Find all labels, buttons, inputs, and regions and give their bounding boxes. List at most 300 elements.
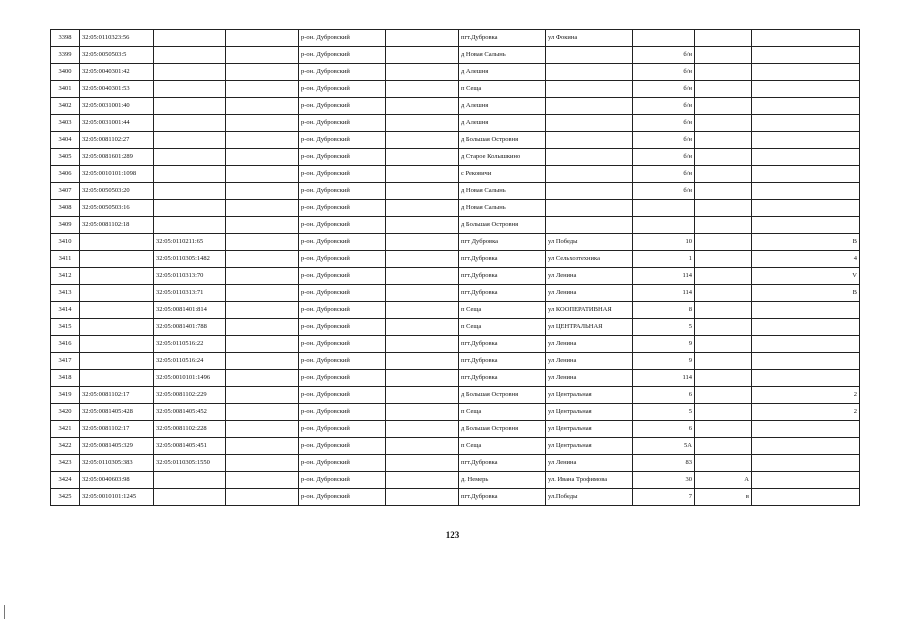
cadastral-number-cell <box>80 251 154 268</box>
extra-cell <box>752 64 860 81</box>
settlement-cell: п Сеща <box>459 302 546 319</box>
table-row <box>51 234 860 251</box>
region-cell: р-он. Дубровский <box>299 251 386 268</box>
letter-cell <box>695 404 752 421</box>
house-number-cell: 6 <box>633 387 695 404</box>
new-cadastral-number-cell <box>154 183 226 200</box>
region-cell: р-он. Дубровский <box>299 421 386 438</box>
empty-cell <box>226 268 299 285</box>
region-cell: р-он. Дубровский <box>299 217 386 234</box>
row-number-cell: 3412 <box>51 268 80 285</box>
house-number-cell: 9 <box>633 336 695 353</box>
extra-cell <box>752 336 860 353</box>
street-cell <box>546 149 633 166</box>
street-cell <box>546 200 633 217</box>
street-cell <box>546 81 633 98</box>
row-number-cell: 3413 <box>51 285 80 302</box>
cadastral-number-cell: 32:05:0081102:17 <box>80 421 154 438</box>
row-number-cell: 3404 <box>51 132 80 149</box>
scan-edge-mark <box>4 605 5 619</box>
row-number-cell: 3407 <box>51 183 80 200</box>
extra-cell <box>752 183 860 200</box>
cadastral-number-cell: 32:05:0050503:20 <box>80 183 154 200</box>
cadastral-number-cell: 32:05:0050503:16 <box>80 200 154 217</box>
settlement-cell: пгт.Дубровка <box>459 455 546 472</box>
empty-cell <box>386 30 459 47</box>
row-number-cell: 3422 <box>51 438 80 455</box>
empty-cell <box>226 234 299 251</box>
new-cadastral-number-cell: 32:05:0081405:451 <box>154 438 226 455</box>
settlement-cell: д Алешня <box>459 115 546 132</box>
empty-cell <box>226 64 299 81</box>
empty-cell <box>386 98 459 115</box>
empty-cell <box>386 47 459 64</box>
street-cell <box>546 115 633 132</box>
row-number-cell: 3417 <box>51 353 80 370</box>
settlement-cell: пгт.Дубровка <box>459 370 546 387</box>
empty-cell <box>386 353 459 370</box>
table-row <box>51 81 860 98</box>
row-number-cell: 3406 <box>51 166 80 183</box>
letter-cell <box>695 30 752 47</box>
empty-cell <box>226 200 299 217</box>
empty-cell <box>386 149 459 166</box>
new-cadastral-number-cell: 32:05:0110305:1482 <box>154 251 226 268</box>
new-cadastral-number-cell <box>154 489 226 506</box>
street-cell: ул Ленина <box>546 268 633 285</box>
letter-cell <box>695 421 752 438</box>
street-cell: ул. Ивана Трофимова <box>546 472 633 489</box>
row-number-cell: 3416 <box>51 336 80 353</box>
new-cadastral-number-cell: 32:05:0110313:70 <box>154 268 226 285</box>
settlement-cell: пгт Дубровка <box>459 234 546 251</box>
region-cell: р-он. Дубровский <box>299 166 386 183</box>
region-cell: р-он. Дубровский <box>299 319 386 336</box>
region-cell: р-он. Дубровский <box>299 472 386 489</box>
street-cell <box>546 183 633 200</box>
empty-cell <box>386 438 459 455</box>
empty-cell <box>386 370 459 387</box>
new-cadastral-number-cell: 32:05:0081102:228 <box>154 421 226 438</box>
settlement-cell: д Новая Салынь <box>459 183 546 200</box>
extra-cell <box>752 149 860 166</box>
row-number-cell: 3400 <box>51 64 80 81</box>
table-row <box>51 336 860 353</box>
new-cadastral-number-cell <box>154 200 226 217</box>
new-cadastral-number-cell: 32:05:0081102:229 <box>154 387 226 404</box>
row-number-cell: 3410 <box>51 234 80 251</box>
empty-cell <box>386 387 459 404</box>
letter-cell <box>695 81 752 98</box>
table-row <box>51 200 860 217</box>
row-number-cell: 3424 <box>51 472 80 489</box>
cadastral-number-cell <box>80 302 154 319</box>
letter-cell <box>695 200 752 217</box>
empty-cell <box>226 319 299 336</box>
empty-cell <box>226 98 299 115</box>
cadastral-number-cell <box>80 353 154 370</box>
settlement-cell: п Сеща <box>459 404 546 421</box>
new-cadastral-number-cell: 32:05:0081401:788 <box>154 319 226 336</box>
extra-cell <box>752 115 860 132</box>
empty-cell <box>226 404 299 421</box>
new-cadastral-number-cell <box>154 149 226 166</box>
region-cell: р-он. Дубровский <box>299 47 386 64</box>
region-cell: р-он. Дубровский <box>299 132 386 149</box>
empty-cell <box>226 30 299 47</box>
house-number-cell <box>633 217 695 234</box>
house-number-cell: б/н <box>633 98 695 115</box>
table-row <box>51 404 860 421</box>
cadastral-number-cell: 32:05:0081601:289 <box>80 149 154 166</box>
row-number-cell: 3405 <box>51 149 80 166</box>
empty-cell <box>226 336 299 353</box>
extra-cell <box>752 166 860 183</box>
table-row <box>51 472 860 489</box>
house-number-cell: б/н <box>633 115 695 132</box>
cadastral-number-cell <box>80 370 154 387</box>
extra-cell <box>752 47 860 64</box>
new-cadastral-number-cell: 32:05:0081401:814 <box>154 302 226 319</box>
settlement-cell: пгт.Дубровка <box>459 285 546 302</box>
extra-cell: В <box>752 234 860 251</box>
empty-cell <box>386 183 459 200</box>
letter-cell <box>695 455 752 472</box>
region-cell: р-он. Дубровский <box>299 489 386 506</box>
empty-cell <box>386 319 459 336</box>
street-cell <box>546 132 633 149</box>
new-cadastral-number-cell <box>154 115 226 132</box>
empty-cell <box>226 251 299 268</box>
empty-cell <box>386 64 459 81</box>
empty-cell <box>226 149 299 166</box>
settlement-cell: д Новая Салынь <box>459 200 546 217</box>
settlement-cell: пгт.Дубровка <box>459 30 546 47</box>
empty-cell <box>226 47 299 64</box>
row-number-cell: 3419 <box>51 387 80 404</box>
letter-cell <box>695 336 752 353</box>
street-cell: ул Ленина <box>546 336 633 353</box>
settlement-cell: пгт.Дубровка <box>459 251 546 268</box>
street-cell: ул Центральная <box>546 438 633 455</box>
row-number-cell: 3421 <box>51 421 80 438</box>
cadastral-number-cell: 32:05:0110323:56 <box>80 30 154 47</box>
table-row <box>51 421 860 438</box>
empty-cell <box>386 251 459 268</box>
extra-cell: V <box>752 268 860 285</box>
new-cadastral-number-cell <box>154 98 226 115</box>
letter-cell <box>695 183 752 200</box>
empty-cell <box>226 353 299 370</box>
extra-cell: 2 <box>752 404 860 421</box>
region-cell: р-он. Дубровский <box>299 285 386 302</box>
street-cell <box>546 166 633 183</box>
empty-cell <box>226 302 299 319</box>
region-cell: р-он. Дубровский <box>299 30 386 47</box>
region-cell: р-он. Дубровский <box>299 234 386 251</box>
cadastral-number-cell: 32:05:0110305:383 <box>80 455 154 472</box>
empty-cell <box>386 132 459 149</box>
region-cell: р-он. Дубровский <box>299 336 386 353</box>
table-row <box>51 115 860 132</box>
street-cell: ул Победы <box>546 234 633 251</box>
street-cell: ул Центральная <box>546 387 633 404</box>
empty-cell <box>226 115 299 132</box>
house-number-cell: 10 <box>633 234 695 251</box>
letter-cell: А <box>695 472 752 489</box>
row-number-cell: 3418 <box>51 370 80 387</box>
row-number-cell: 3401 <box>51 81 80 98</box>
region-cell: р-он. Дубровский <box>299 353 386 370</box>
table-row <box>51 30 860 47</box>
cadastral-number-cell <box>80 234 154 251</box>
empty-cell <box>386 217 459 234</box>
settlement-cell: д. Немерь <box>459 472 546 489</box>
new-cadastral-number-cell: 32:05:0110516:24 <box>154 353 226 370</box>
street-cell: ул Фокина <box>546 30 633 47</box>
settlement-cell: д Большая Островня <box>459 217 546 234</box>
cadastral-number-cell: 32:05:0081405:329 <box>80 438 154 455</box>
street-cell: ул Ленина <box>546 455 633 472</box>
table-row <box>51 64 860 81</box>
extra-cell: 2 <box>752 387 860 404</box>
table-row <box>51 132 860 149</box>
empty-cell <box>386 200 459 217</box>
empty-cell <box>386 234 459 251</box>
cadastral-number-cell: 32:05:0010101:1245 <box>80 489 154 506</box>
house-number-cell: 114 <box>633 285 695 302</box>
letter-cell <box>695 268 752 285</box>
table-row <box>51 149 860 166</box>
cadastral-number-cell: 32:05:0050503:5 <box>80 47 154 64</box>
settlement-cell: пгт.Дубровка <box>459 353 546 370</box>
letter-cell <box>695 370 752 387</box>
cadastral-number-cell <box>80 268 154 285</box>
table-row <box>51 47 860 64</box>
house-number-cell: 30 <box>633 472 695 489</box>
row-number-cell: 3398 <box>51 30 80 47</box>
house-number-cell: б/н <box>633 132 695 149</box>
street-cell <box>546 47 633 64</box>
letter-cell <box>695 98 752 115</box>
house-number-cell: 7 <box>633 489 695 506</box>
table-row <box>51 285 860 302</box>
settlement-cell: п Сеща <box>459 81 546 98</box>
letter-cell <box>695 149 752 166</box>
new-cadastral-number-cell: 32:05:0110305:1550 <box>154 455 226 472</box>
new-cadastral-number-cell: 32:05:0110516:22 <box>154 336 226 353</box>
street-cell <box>546 64 633 81</box>
empty-cell <box>386 81 459 98</box>
house-number-cell: 114 <box>633 268 695 285</box>
new-cadastral-number-cell: 32:05:0081405:452 <box>154 404 226 421</box>
street-cell: ул Центральная <box>546 404 633 421</box>
settlement-cell: д Большая Островня <box>459 132 546 149</box>
house-number-cell: 8 <box>633 302 695 319</box>
settlement-cell: с Рековичи <box>459 166 546 183</box>
table-row <box>51 353 860 370</box>
extra-cell <box>752 455 860 472</box>
house-number-cell: 5 <box>633 319 695 336</box>
cadastral-number-cell: 32:05:0031001:40 <box>80 98 154 115</box>
house-number-cell <box>633 30 695 47</box>
row-number-cell: 3420 <box>51 404 80 421</box>
row-number-cell: 3399 <box>51 47 80 64</box>
table-row <box>51 438 860 455</box>
settlement-cell: д Большая Островня <box>459 387 546 404</box>
house-number-cell: 114 <box>633 370 695 387</box>
house-number-cell: 5 <box>633 404 695 421</box>
cadastral-number-cell: 32:05:0081102:17 <box>80 387 154 404</box>
new-cadastral-number-cell: 32:05:0110211:65 <box>154 234 226 251</box>
new-cadastral-number-cell <box>154 47 226 64</box>
empty-cell <box>386 421 459 438</box>
empty-cell <box>226 132 299 149</box>
letter-cell <box>695 234 752 251</box>
settlement-cell: пгт.Дубровка <box>459 489 546 506</box>
settlement-cell: п Сеща <box>459 438 546 455</box>
extra-cell <box>752 98 860 115</box>
settlement-cell: д Новая Салынь <box>459 47 546 64</box>
cadastral-number-cell: 32:05:0010101:1098 <box>80 166 154 183</box>
empty-cell <box>386 336 459 353</box>
letter-cell <box>695 217 752 234</box>
region-cell: р-он. Дубровский <box>299 438 386 455</box>
letter-cell <box>695 438 752 455</box>
empty-cell <box>226 489 299 506</box>
region-cell: р-он. Дубровский <box>299 404 386 421</box>
cadastral-number-cell: 32:05:0031001:44 <box>80 115 154 132</box>
region-cell: р-он. Дубровский <box>299 98 386 115</box>
street-cell: ул.Победы <box>546 489 633 506</box>
table-row <box>51 98 860 115</box>
street-cell <box>546 98 633 115</box>
row-number-cell: 3408 <box>51 200 80 217</box>
row-number-cell: 3403 <box>51 115 80 132</box>
empty-cell <box>386 285 459 302</box>
settlement-cell: пгт.Дубровка <box>459 336 546 353</box>
empty-cell <box>226 285 299 302</box>
house-number-cell: 6 <box>633 421 695 438</box>
extra-cell <box>752 81 860 98</box>
empty-cell <box>226 472 299 489</box>
extra-cell <box>752 217 860 234</box>
extra-cell <box>752 472 860 489</box>
street-cell: ул ЦЕНТРАЛЬНАЯ <box>546 319 633 336</box>
letter-cell <box>695 166 752 183</box>
new-cadastral-number-cell <box>154 132 226 149</box>
region-cell: р-он. Дубровский <box>299 183 386 200</box>
empty-cell <box>226 455 299 472</box>
settlement-cell: д Алешня <box>459 98 546 115</box>
empty-cell <box>386 455 459 472</box>
letter-cell <box>695 251 752 268</box>
settlement-cell: пгт.Дубровка <box>459 268 546 285</box>
table-row <box>51 302 860 319</box>
table-row <box>51 370 860 387</box>
street-cell: ул Ленина <box>546 353 633 370</box>
region-cell: р-он. Дубровский <box>299 455 386 472</box>
extra-cell <box>752 353 860 370</box>
empty-cell <box>386 404 459 421</box>
street-cell <box>546 217 633 234</box>
settlement-cell: д Старое Колышкино <box>459 149 546 166</box>
street-cell: ул КООПЕРАТИВНАЯ <box>546 302 633 319</box>
cadastral-number-cell: 32:05:0081102:27 <box>80 132 154 149</box>
table-row <box>51 489 860 506</box>
new-cadastral-number-cell <box>154 64 226 81</box>
house-number-cell: б/н <box>633 183 695 200</box>
extra-cell <box>752 302 860 319</box>
cadastral-number-cell: 32:05:0040301:53 <box>80 81 154 98</box>
house-number-cell: 9 <box>633 353 695 370</box>
table-row <box>51 319 860 336</box>
table-row <box>51 251 860 268</box>
empty-cell <box>386 302 459 319</box>
extra-cell <box>752 370 860 387</box>
new-cadastral-number-cell: 32:05:0110313:71 <box>154 285 226 302</box>
region-cell: р-он. Дубровский <box>299 370 386 387</box>
extra-cell <box>752 421 860 438</box>
letter-cell <box>695 302 752 319</box>
house-number-cell: б/н <box>633 166 695 183</box>
new-cadastral-number-cell <box>154 30 226 47</box>
extra-cell: В <box>752 285 860 302</box>
house-number-cell: б/н <box>633 64 695 81</box>
extra-cell <box>752 438 860 455</box>
region-cell: р-он. Дубровский <box>299 64 386 81</box>
extra-cell <box>752 489 860 506</box>
empty-cell <box>386 472 459 489</box>
region-cell: р-он. Дубровский <box>299 115 386 132</box>
cadastral-number-cell: 32:05:0040603:98 <box>80 472 154 489</box>
letter-cell <box>695 319 752 336</box>
extra-cell: 4 <box>752 251 860 268</box>
row-number-cell: 3414 <box>51 302 80 319</box>
row-number-cell: 3415 <box>51 319 80 336</box>
new-cadastral-number-cell: 32:05:0010101:1496 <box>154 370 226 387</box>
street-cell: ул Ленина <box>546 370 633 387</box>
empty-cell <box>386 268 459 285</box>
table-row <box>51 268 860 285</box>
street-cell: ул Ленина <box>546 285 633 302</box>
extra-cell <box>752 30 860 47</box>
letter-cell <box>695 285 752 302</box>
letter-cell <box>695 64 752 81</box>
settlement-cell: д Большая Островня <box>459 421 546 438</box>
extra-cell <box>752 319 860 336</box>
region-cell: р-он. Дубровский <box>299 81 386 98</box>
table-row <box>51 183 860 200</box>
extra-cell <box>752 200 860 217</box>
letter-cell <box>695 387 752 404</box>
house-number-cell: б/н <box>633 47 695 64</box>
cadastral-number-cell: 32:05:0040301:42 <box>80 64 154 81</box>
empty-cell <box>386 166 459 183</box>
row-number-cell: 3409 <box>51 217 80 234</box>
letter-cell <box>695 47 752 64</box>
row-number-cell: 3425 <box>51 489 80 506</box>
empty-cell <box>226 438 299 455</box>
extra-cell <box>752 132 860 149</box>
house-number-cell: 5А <box>633 438 695 455</box>
letter-cell <box>695 115 752 132</box>
property-register-table <box>50 29 860 506</box>
empty-cell <box>226 370 299 387</box>
region-cell: р-он. Дубровский <box>299 200 386 217</box>
house-number-cell: 83 <box>633 455 695 472</box>
house-number-cell: б/н <box>633 149 695 166</box>
